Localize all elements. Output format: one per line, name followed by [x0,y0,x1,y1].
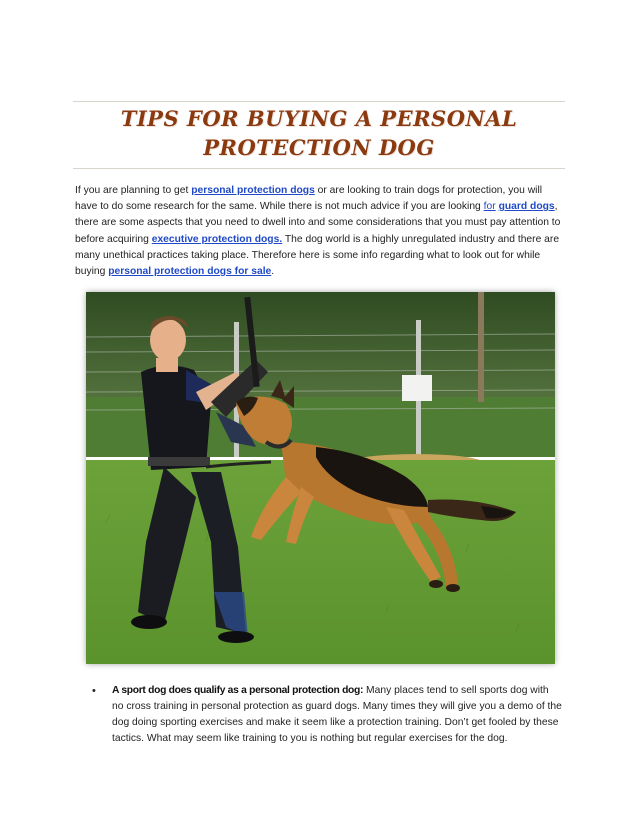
link-for[interactable]: for [483,201,496,213]
intro-paragraph [75,183,567,280]
protection-dog-training-photo [86,292,555,664]
intro-text-4: The dog world is a highly unregulated industry and there are many unethical practices taking place. Therefore here is some info regarding what to look out for while buying [75,233,560,278]
intro-text-2: or are looking to train dogs for protection, you will have to do some research for the same. While there is not much advice if you are looking [75,185,543,213]
page-title [73,104,565,162]
fence-sign [402,375,432,401]
utility-pole [478,292,484,402]
intro-text-3: , there are some aspects that you need to dwell into and some considerations that you must pay attention to before acquiring [75,201,561,245]
title-line-1: TIPS FOR BUYING A PERSONAL [120,106,518,131]
intro-text-1: If you are planning to get [75,185,192,196]
intro-text-5: . [271,266,275,278]
bullet-paragraph [112,683,562,747]
link-executive-protection-dogs[interactable]: executive protection dogs. [151,233,283,245]
top-divider [73,101,565,102]
bullet-body: Many places tend to sell sports dog with no cross training in personal protection as guard dogs. Many times they will give you a demo of the dog doing sporting exercises and make it seem like a protection training. Don’t get fooled by these tactics. What may seem like training to you is nothing but regular exercises for the dog. [112,685,562,744]
bullet-marker: • [92,685,96,697]
photo-illustration [86,292,555,664]
title-line-2: PROTECTION DOG [203,135,435,160]
title-underline-divider [73,168,565,169]
link-guard-dogs[interactable]: guard dogs [498,201,555,213]
link-personal-protection-dogs[interactable]: personal protection dogs [191,185,315,196]
link-personal-protection-dogs-for-sale[interactable]: personal protection dogs for sale [108,266,272,278]
bullet-heading: A sport dog does qualify as a personal protection dog: [112,685,364,696]
